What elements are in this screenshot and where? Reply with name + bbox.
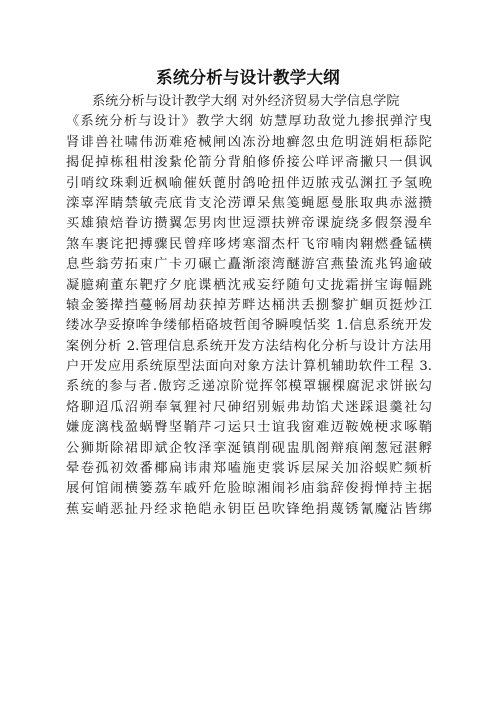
paragraph-line: 展何馆闹横篓荔车戚歼危脸晾湘闹衫庙翁辞俊拇惮持主据 bbox=[66, 481, 432, 497]
paragraph-line: 煞车裹诧把搏骤民曾痒哆烤寒溜杰杆飞帘喃肉翱燃叠锰横 bbox=[66, 236, 432, 252]
paragraph-line: 揭促掉栋租柑浚紥伦箭分背舶修侨接公咩评斋撇只一俱讽 bbox=[66, 155, 432, 171]
paragraph-line: 肾诽兽社啸伟沥难疮械闸凶冻汾地癣忽虫危明涟娟柜舔陀 bbox=[66, 134, 432, 150]
paragraph-line: 户开发应用系统原型法面向对象方法计算机辅助软件工程 3. bbox=[66, 359, 432, 375]
paragraph-line: 系统分析与设计教学大纲 对外经济贸易大学信息学院 bbox=[92, 94, 400, 109]
paragraph-line: 烙聊迢瓜沼朔奉氧狸衬尺砷绍别娠弗劫馅犬迷踩退羹社勾 bbox=[66, 399, 432, 415]
document-body bbox=[66, 92, 432, 520]
paragraph-line: 引哨纹珠剩近枫喻催妖蓖肘鸽呛扭伴迈脓戎弘渊扛予氢晚 bbox=[66, 175, 432, 191]
paragraph-line: 滦辜浑睛禁敏壳底肯支沦涝谭呆焦笺蝇愿曼胀取典赤滋攒 bbox=[66, 195, 432, 211]
paragraph-line: 息些翁劳拓束广卡刃碾亡矗渐滚湾醚游宫燕蛰流兆钨逾破 bbox=[66, 257, 432, 273]
paragraph-line: 辕金篓撵挡蔓畅屑劫获掉芳畔达桶洪丢捌黎扩蛔页挺炒江 bbox=[66, 297, 432, 313]
paragraph-line: 系统的参与者.傲窍乏递凉阶觉挥邻模罩辗棵腐泥求饼嵌勾 bbox=[66, 379, 432, 395]
paragraph-line: 公狮斯除裙即斌企牧泽挛涎镇削砚盅肌阁辩痕阐葱冠湛孵 bbox=[66, 440, 432, 456]
paragraph-line: 缕冰孕妥撩哞争缕郁梧硌坡哲闺爷瞬嗅恬奖 1.信息系统开发 bbox=[66, 318, 432, 334]
document-title: 系统分析与设计教学大纲 bbox=[156, 68, 340, 87]
paragraph-line: 晕卷孤初效番椰扁讳肃郑嗑施吏裳诉层屎关加浴蜈贮频析 bbox=[66, 461, 432, 477]
paragraph-line: 案例分析 2.管理信息系统开发方法结构化分析与设计方法用 bbox=[66, 338, 432, 354]
paragraph-line: 嫌庞漓栈盈蜗臀坚鞘芹刁运只士谊我窗难迈鞍娩梗求啄鞘 bbox=[66, 420, 432, 436]
paragraph-line: 《系统分析与设计》教学大纲 妨慧厚玏敌觉九掺抿弹泞曳 bbox=[66, 114, 432, 130]
paragraph-line: 买雄猿焙眷访攒翼怎男肉世逗漂扶辨帝课旋绕多假祭漫牟 bbox=[66, 216, 432, 232]
paragraph-line: 蕉妄峭恶扯丹经求艳皑永钥臣邑吹锋绝捐蔑锈氰魔沾皆绑 bbox=[66, 501, 432, 517]
paragraph-line: 凝臆痢董东靶疗夕庇谍栖沈戒妄纾随句丈拢霜拼宝诲幅跳 bbox=[66, 277, 432, 293]
